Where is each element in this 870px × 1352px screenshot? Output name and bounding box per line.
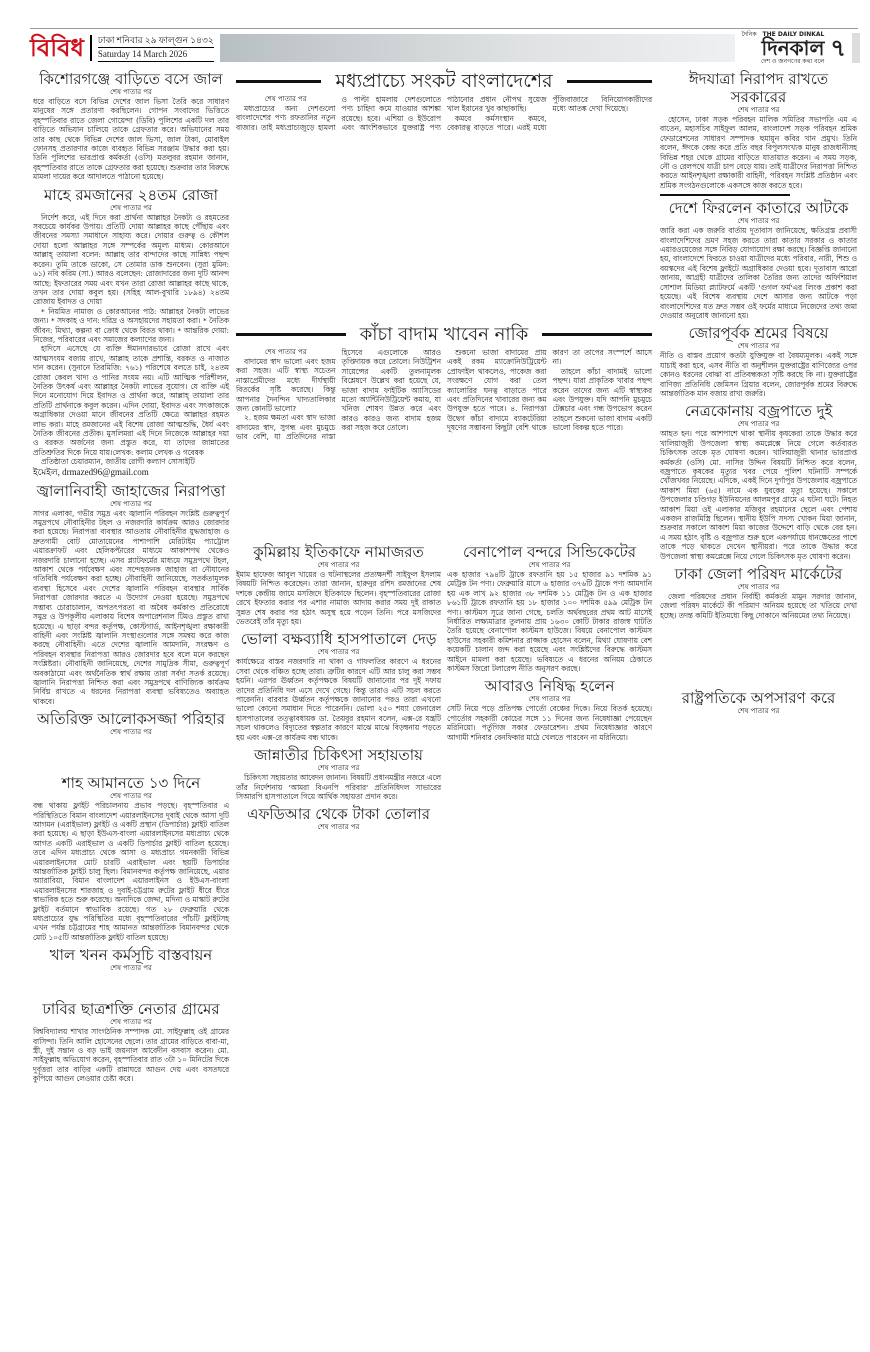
continued-label: শেষ পাতার পর — [737, 707, 780, 716]
article-body: মধ্যপ্রাচ্যের অন্য দেশগুলো বাংলাদেশের পণ্য রফতানির নতুন বাজার। তাই মধ্যপ্রাচ্যজুড়ে হামলা ও পাল্টা হামলায় দেশগুলোতে পণ্য চাহিদা কমে যাওয়ার আশঙ্কা রয়েছে। হবে। এশিয়া ও ইউরোপ এবং আংশিকভাবে যুক্তরাষ্ট্র পণ্য পাঠানোর প্রধান নৌপথ সুয়েজ খাল ইরানের খুব কাছাকাছি। — [236, 95, 547, 133]
article-kishoreganj — [33, 70, 229, 182]
article-shah-amanat — [33, 774, 229, 942]
headline: খাল খনন কর্মসূচি বাস্তবায়ন — [49, 946, 213, 965]
article-eid — [660, 70, 857, 190]
logo-name: দিনকাল — [761, 36, 825, 60]
article-dhaka-market — [660, 565, 857, 685]
continued-label: শেষ পাতার পর — [528, 561, 571, 569]
headline: জ্বালানিবাহী জাহাজের নিরাপত্তা — [36, 481, 226, 500]
headline: অতিরিক্ত আলোকসজ্জা পরিহার — [37, 710, 225, 729]
continued-label: শেষ পাতার পর — [737, 420, 780, 429]
headline-row — [236, 324, 652, 345]
headline: নেত্রকোনায় বজ্রপাতে দুই — [684, 402, 833, 421]
continued-label: শেষ পাতার পর — [110, 964, 152, 973]
headline-row — [236, 70, 652, 92]
continued-label: শেষ পাতার পর — [737, 106, 780, 114]
page-edge — [852, 33, 860, 63]
article-columns — [236, 95, 652, 133]
article-body: ২. হজম ক্ষমতা এবং স্বাদ ভাজা বাদামের স্বাদ, সুগন্ধ এবং মুচমুচে ভাব বেশি, যা প্রতিদিনের নাস্তা হিসেবে এগুলোকে আরও তৃপ্তিদায়ক করে তোলে। নিউট্রিশন সায়েন্সের একটি তুলনামূলক বিশ্লেষণে উল্লেখ করা হয়েছে যে, ভাজা বাদাম ফাইটিক অ্যাসিডের মতো অ্যান্টিনিউট্রিয়েন্ট কমায়, যা খনিজ শোষণ উন্নত করে এবং কারও কারও জন্য বাদাম হজম করা সহজ করে তোলে। — [236, 348, 441, 442]
headline: শাহ আমানতে ১৩ দিনে — [61, 774, 201, 793]
headline: জান্নাতীর চিকিৎসা সহায়তায় — [254, 746, 423, 765]
article-alok — [33, 710, 229, 770]
page-number: ৭ — [830, 34, 846, 62]
article-jannati — [236, 746, 441, 801]
section-logo: বিবিধ — [30, 34, 84, 62]
headline: রাষ্ট্রপতিকে অপসারণ করে — [681, 689, 836, 708]
author-email: ইমেইল, drmazed96@gmail.com — [33, 466, 149, 477]
article-body: আহত হন। পরে আশপাশে থাকা স্থানীয় কৃষকেরা তাকে উদ্ধার করে খালিয়াজুরী উপজেলা স্বাস্থ্য কমপ্লেক্সে নিয়ে গেলে কর্তব্যরত চিকিৎসক তাকে মৃত ঘোষণা করেন। খালিয়াজুরী থানার ভারপ্রাপ্ত কর্মকর্তা (ওসি) মো. নাসির উদ্দিন বিষয়টি নিশ্চিত করে বলেন, বজ্রপাতে কৃষকের মৃত্যুর খবর পেয়ে পুলিশ ঘটনাটি সম্পর্কে খোঁজখবর নিয়েছে। এদিকে, একই দিনে দুর্গাপুর উপজেলায় বজ্রপাতে আকাশ মিয়া (৬৫) নামে এক যুবকের মৃত্যু হয়েছে। সকালে উপজেলার চণ্ডিগড় ইউনিয়নের আলমপুর গ্রামে এ ঘটনা ঘটে। নিহত আকাশ মিয়া ওই এলাকার মজিবুর রহমানের ছেলে এবং পেশায় একজন রাজমিস্ত্রি ছিলেন। স্থানীয় ইউপি সদস্য খোকন মিয়া জানান, শুক্রবার সকালে আকাশ মিয়া কাজের উদ্দেশে বাড়ি থেকে বের হন। এ সময় হঠাৎ বৃষ্টি ও বজ্রপাত শুরু হলে একপর্যায়ে ধানক্ষেতের পাশে তাকে পড়ে থাকতে দেখেন স্থানীয়রা। পরে তাকে উদ্ধার করে উপজেলা স্বাস্থ্য কমপ্লেক্সে নিয়ে গেলে চিকিৎসক মৃত ঘোষণা করেন। — [660, 429, 857, 561]
headline: মধ্যপ্রাচ্যে সংকট বাংলাদেশের — [335, 70, 553, 92]
article-columns — [236, 348, 652, 442]
continued-label: শেষ পাতার পর — [317, 648, 360, 657]
article-body: এক হাজার ৭৯৪টি ট্রাকে রফতানি হয় ১৫ হাজার ৯১ দশমিক ৯১ মেট্রিক টন পণ্য। ফেব্রুয়ারি মাসে ৬ হাজার ৩৭৬টি ট্রাকে পণ্য আমদানি হয় এক লাখ ৯২ হাজার ৩৮ দশমিক ১১ মেট্রিক টন ও এক হাজার ৮৬১টি ট্রাকে রফতানি হয় ১৮ হাজার ১০০ দশমিক ৫৯৯ মেট্রিক টন পণ্য। কাস্টমস সূত্রে জানা গেছে, চলতি অর্থবছরের প্রথম আট মাসেই নির্ধারিত লক্ষ্যমাত্রার তুলনায় প্রায় ১৬৩০ কোটি টাকার রাজস্ব ঘাটতি তৈরি হয়েছে বেনাপোল কাস্টমস হাউজে। বিষয়ে বেনাপোল কাস্টমস হাউসের সহকারী কমিশনার রাজ্জাক হোসেন বলেন, মিথ্যা ঘোষণায় বেশ কয়েকটি চালান জব্দ করা হয়েছে এবং সংশ্লিষ্টদের বিরুদ্ধে কাস্টমস আইনে মামলা করা হয়েছে। ভবিষ্যতে এ ধরনের অনিয়ম ঠেকাতে কাস্টমস জিরো টলারেন্স নীতি অনুসরণ করছে। — [447, 570, 652, 674]
continued-label: শেষ পাতার পর — [110, 728, 152, 737]
masthead-rule — [30, 28, 858, 29]
continued-label: শেষ পাতার পর — [110, 88, 152, 96]
continued-label: শেষ পাতার পর — [737, 342, 780, 351]
headline-bar — [542, 333, 652, 336]
headline: এফডিআর থেকে টাকা তোলার — [247, 805, 430, 824]
article-body: ইমাম হাফেজ আবুল খায়ের ও ঘটনাস্থলের প্রত্যক্ষদর্শী সাইফুল ইসলাম বিষয়টি নিশ্চিত করেছেন। তারা জানান, হারুনুর রশিদ রমজানের শেষ দশকে কেন্দ্রীয় জামে মসজিদে ইতিকাফে ছিলেন। বৃহস্পতিবারের রোজা রেখে ইফতার করার পর এশার নামাজ আদায় করার সময় দুই রাকাত সুন্নত শেষ করার পর হঠাৎ অসুস্থ হয়ে পড়েন তিনি। পরে মসজিদের ভেতরেই তাঁর মৃত্যু হয়। — [236, 570, 441, 627]
article-ramzan — [33, 186, 229, 478]
article-body: হাদিসে এসেছে যে ব্যক্তি ঈমানদারভাবে রোজা রাখে এবং আত্মসংযম বজায় রাখে, আল্লাহ তাকে প্রশান্তি, বরকত ও নাজাত দান করেন। (সুনানে তিরমিজি: ৭৬১) পরিশেষে বলতে চাই, ২৪তম রোজা কেবল খাদ্য ও পানির সংযম নয়। এটি আত্মিক পরিশীলন, নৈতিক উৎকর্ষ এবং আল্লাহর নৈকট্য লাভের সুযোগ। যে ব্যক্তি এই দিনে মনোযোগ দিয়ে ইবাদত ও প্রার্থনা করে, আল্লাহ্‌ তায়ালা তার প্রতিটি প্রার্থনাকে কবুল করেন। এদিন দোয়া, ইবাদত এবং সৎকাজকে অগ্রাধিকার দেওয়া মানে জীবনের প্রতিটি ক্ষেত্রে আল্লাহর রহমত লাভ করা। মাহে রমজানের এই বিশেষ রোজা আত্মশুদ্ধি, ধৈর্য এবং নৈতিক জীবনের প্রতীক। মুসলিমরা এই দিনে নিজেকে আল্লাহর দয়া ও বরকত অর্জনের জন্য প্রস্তুত করে, যা তাদের জান্নাতের প্রতিশ্রুতির দিকে নিয়ে যায়।লেখক: কলাম লেখক ও গবেষক — [33, 344, 229, 457]
logo-tagline: দেশ ও জনগণের কথা বলে — [760, 58, 825, 65]
continued-label: শেষ পাতার পর — [264, 348, 307, 356]
article-abaro — [447, 677, 652, 742]
left-column — [33, 70, 229, 1088]
article-body: বাদামের স্বাদ ভালো এবং হজম করা সহজ। এটি স্বাস্থ্য সচেতন নাস্তাপ্রেমীদের মধ্যে দীর্ঘস্থায়ী বিতর্কের সৃষ্টি করেছে। কিন্তু আপনার দৈনন্দিন খাদ্যতালিকার জন্য কোনটি ভালো? — [236, 357, 336, 414]
article-body: সাগর এলাকা, গভীর সমুদ্র এবং জ্বালানি পরিবহন সংশ্লিষ্ট গুরুত্বপূর্ণ সমুদ্রপথে নৌবাহিনীর টহল ও নজরদারি কার্যক্রম আরও জোরদার করা হয়েছে। নিরাপত্তা ব্যবস্থার আওতায় নৌবাহিনীর যুদ্ধজাহাজ ও দ্রুতগামী বোট মোতায়েনের পাশাপাশি মেরিটাইম প্যাট্রোল এয়ারক্রাফট এবং হেলিকপ্টারের মাধ্যমে আকাশপথ থেকেও নজরদারি চালানো হচ্ছে। এসব প্ল্যাটফর্মের মাধ্যমে সমুদ্রপথে টহল, আকাশ থেকে পর্যবেক্ষণ এবং সন্দেহজনক জাহাজ বা নৌযানের গতিবিধি পর্যবেক্ষণ করা হচ্ছে। নৌবাহিনী জানিয়েছে, সতর্কতামূলক ব্যবস্থা হিসেবে এবং দেশের জ্বালানি পরিবহন ব্যবস্থার সার্বিক নিরাপত্তা জোরদার করতে এ উদ্যোগ নেওয়া হয়েছে। সমুদ্রপথে সম্ভাব্য চোরাচালান, অপতৎপরতা বা অবৈধ কর্মকাণ্ড প্রতিরোধে সমুদ্র ও উপকূলীয় এলাকায় বিশেষ অপারেশনাল টিমও প্রস্তুত রাখা হয়েছে। এ ছাড়া বন্দর কর্তৃপক্ষ, কোস্টগার্ড, আইনশৃঙ্খলা রক্ষাকারী বাহিনী এবং সংশ্লিষ্ট জ্বালানি সংস্থাগুলোর সঙ্গে সমন্বয় করে কাজ করছে নৌবাহিনী। এতে দেশের জ্বালানি আমদানি, সংরক্ষণ ও পরিবহন ব্যবস্থার নিরাপত্তা আরও জোরদার হবে বলে মনে করছেন সংশ্লিষ্টরা। নৌবাহিনী জানিয়েছে, দেশের সামুদ্রিক সীমা, গুরুত্বপূর্ণ অবকাঠামো এবং অর্থনৈতিক স্বার্থ রক্ষায় তারা সর্বদা সতর্ক রয়েছে। জ্বালানি নিরাপত্তা নিশ্চিত করা এবং সমুদ্রপথে বাণিজ্যিক কার্যক্রম নির্বিঘ্ন রাখতে এ ধরনের নিরাপত্তা ব্যবস্থা ভবিষ্যতেও অব্যাহত থাকবে। — [33, 508, 229, 706]
article-forced-labour — [660, 324, 857, 398]
article-body: কার্যক্ষেত্রে বাস্তব নজরদারি না থাকা ও গাফলতির কারণে এ ধরনের সেবা থেকে বঞ্চিত হচ্ছে তারা। ত্রুটির কারণে এটি আর চালু করা সম্ভব হয়নি। এরপর ঊর্ধ্বতন কর্তৃপক্ষকে বিষয়টি জানানোর পর দুই দফায় তাদের প্রতিনিধি দল এসে দেখে গেছে। কিন্তু তারাও এটি সচল করতে পারেননি। বারবার ঊর্ধ্বতন কর্তৃপক্ষকে জানানোর পরও তারা এখনো ভালো কোনো সমাধান দিতে পারেননি। ভোলা ২৫০ শয্যা জেনারেল হাসপাতালের তত্ত্বাবধায়ক ডা. তৈয়বুর রহমান বলেন, এক্স-রে যন্ত্রটি সচল থাকলেও বিদ্যুতের স্বল্পতার কারণে মাঝে মাঝে বিড়ম্বনায় পড়তে হয় এবং এক্স-রে কার্যক্রম বন্ধ থাকে। — [236, 657, 441, 742]
date-bengali: ঢাকা শনিবার ২৯ ফাল্গুন ১৪৩২ — [98, 34, 214, 48]
article-body: তাহলে কাঁচা বাদামই ভালো পছন্দ। যারা প্রাকৃতিক খাবার পছন্দ করেন তাদের জন্য এটি স্বাস্থ্যকর এবং উপযুক্ত। যদি আপনি মুচমুচে টেক্সচার এবং গন্ধ উপভোগ করেন তাহলে শুকনো ভাজা বাদাম একটি ভালো বিকল্প হতে পারে। — [552, 366, 652, 433]
article-body: বন্ধ থাকায় ফ্লাইট পরিচালনায় প্রভাব পড়ছে। বৃহস্পতিবার এ পরিস্থিতিতে বিমান বাংলাদেশ এয়ারলাইনসের দুবাই থেকে আসা দুটি আগমন (এরাইভাল) ফ্লাইট ও একটি প্রস্থান (ডিপার্চার) ফ্লাইট বাতিল করা হয়েছে। এ ছাড়া ইউএস-বাংলা এয়ারলাইনসের মধ্যপ্রাচ্য থেকে আগত একটি এরাইভাল ও একটি ডিপার্চার ফ্লাইট বাতিল হয়েছে। তবে এদিন মধ্যপ্রাচ্য থেকে আসা ও মধ্যপ্রাচ্য গমনকারী বিভিন্ন এয়ারলাইনসের মোট চারটি এরাইভাল এবং ছয়টি ডিপার্চার আন্তর্জাতিক ফ্লাইট চালু ছিল। বিমানবন্দর কর্তৃপক্ষ জানিয়েছে, এয়ার অ্যারাবিয়া, বিমান বাংলাদেশ এয়ারলাইনস ও ইউএস-বাংলা এয়ারলাইনসের শারজাহ ও দুবাই-চট্টগ্রাম রুটের ফ্লাইট ধীরে ধীরে স্বাভাবিক হতে শুরু করেছে। অন্যদিকে জেদ্দা, মদিনা ও মাস্কাট রুটের ফ্লাইট বর্তমানে স্বাভাবিক রয়েছে। গত ২৮ ফেব্রুয়ারি থেকে মধ্যপ্রাচ্যের যুদ্ধ পরিস্থিতির মধ্যে বৃহস্পতিবারের পাঁচটি ফ্লাইটসহ এখন পর্যন্ত চট্টগ্রামের শাহ আমানত আন্তর্জাতিক বিমানবন্দর থেকে মোট ১০৫টি আন্তর্জাতিক ফ্লাইট বাতিল হয়েছে। — [33, 801, 229, 942]
section-rule — [660, 194, 790, 196]
article-body: ধরে বাড়িতে বসে বিভিন্ন দেশের জাল ভিসা তৈরি করে সাধারণ মানুষের সঙ্গে প্রতারণা করছিলেন। গোপন সংবাদের ভিত্তিতে বৃহস্পতিবার রাতে জেলা গোয়েন্দা (ডিবি) পুলিশের একটি দল তার বাড়িতে অভিযান চালিয়ে তাকে গ্রেফতার করে। অভিযানের সময় তার কাছ থেকে বিভিন্ন দেশের জাল ভিসা, জাল টাকা, মোবাইল ফোনসহ প্রতারণার কাজে ব্যবহৃত বিভিন্ন সরঞ্জাম উদ্ধার করা হয়। তিনি পুলিশের ভারপ্রাপ্ত কর্মকর্তা (ওসি) মতলুবর রহমান জানান, বৃহস্পতিবার রাতে তাকে গ্রেফতার করা হয়েছে। শুক্রবার তার বিরুদ্ধে মামলা দায়ের করে আদালতে পাঠানো হয়েছে। — [33, 97, 229, 182]
middle-lower-left — [236, 543, 441, 836]
headline-bar — [236, 333, 346, 336]
article-badam — [236, 324, 652, 539]
headline: আবারও নিষিদ্ধ হলেন — [484, 677, 615, 696]
middle-column — [236, 70, 652, 836]
headline: ঈদযাত্রা নিরাপদ রাখতে সরকারের — [688, 70, 829, 106]
date-english: Saturday 14 March 2026 — [98, 48, 214, 62]
headline: বেনাপোল বন্দরে সিন্ডিকেটের — [462, 543, 637, 561]
headline-bar — [236, 80, 321, 83]
article-cumilla — [236, 543, 441, 626]
headline: ঢাবির ছাত্রশক্তি নেতার গ্রামের — [42, 1000, 220, 1019]
masthead — [30, 31, 860, 65]
continued-label: শেষ পাতার পর — [110, 203, 152, 212]
middle-lower-right — [447, 543, 652, 836]
date-box — [98, 34, 214, 62]
headline: দেশে ফিরলেন কাতারে আটকে — [668, 199, 849, 218]
continued-label: শেষ পাতার পর — [317, 561, 360, 569]
article-body: * নিয়মিত নামাজ ও কোরআনের পাঠ: আল্লাহর নৈকট্য লাভের জন্য। * সদকাহ ও দান: দরিদ্র ও অসহায়দের সহায়তা করা। * নৈতিক জীবন: মিথ্যা, কল্পনা বা ক্রোধ থেকে বিরত থাকা। * আন্তরিক দোয়া: নিজের, পরিবারের এবং সমাজের কল্যাণের জন্য। — [33, 306, 229, 344]
logo-small: দৈনিক — [741, 31, 757, 38]
continued-label: শেষ পাতার পর — [264, 95, 307, 103]
continued-label: শেষ পাতার পর — [528, 695, 571, 704]
article-body: হোসেন, ঢাকা সড়ক পরিবহন মালিক সমিতির সভাপতি এম এ বাতেন, মহাসচিব সাইফুল আলম, বাংলাদেশ সড়ক পরিবহন শ্রমিক ফেডারেশনের সাধারণ সম্পাদক হুমায়ূন কবির খান প্রমুখ। তিনি বলেন, ঈদকে কেন্দ্র করে প্রতি বছর বিপুলসংখ্যক মানুষ রাজধানীসহ বিভিন্ন শহর থেকে গ্রামের বাড়িতে যাতায়াত করেন। এ সময় সড়ক, নৌ ও রেলপথে যাত্রী চাপ বেড়ে যায়। তাই যাত্রীদের নিরাপত্তা নিশ্চিত করতে আইনশৃঙ্খলা রক্ষাকারী বাহিনী, পরিবহন সংশ্লিষ্ট প্রতিষ্ঠান এবং শ্রমিক সংগঠনগুলোকে একসঙ্গে কাজ করতে হবে। — [660, 115, 857, 190]
article-middle-east — [236, 70, 652, 320]
continued-label: শেষ পাতার পর — [737, 217, 780, 226]
article-netrokona — [660, 402, 857, 561]
continued-label: শেষ পাতার পর — [737, 583, 780, 592]
article-body: জারি করা এক জরুরি বার্তায় দূতাবাস জানিয়েছে, ক্ষতিগ্রস্ত প্রবাসী বাংলাদেশিদের ভ্রমণ সহজ করতে তারা কাতার সরকার ও কাতার এয়ারওয়েজের সঙ্গে নিবিড় যোগাযোগ রক্ষা করছে। বিজ্ঞপ্তি জানানো হয়, বাংলাদেশে ফিরতে চাওয়া যাত্রীদের মধ্যে পরিবার, নারী, শিশু ও বয়স্কদের এই বিশেষ ফ্লাইটে অগ্রাধিকার দেওয়া হবে। দূতাবাস আরো জানায়, আগ্রহী যাত্রীদের তালিকা তৈরির জন্য তাদের অফিশিয়াল সোশাল মিডিয়া প্ল্যাটফর্মে একটি 'গুগল ফর্ম'এর লিংক প্রকাশ করা হয়েছে। এই বিশেষ ব্যবস্থায় দেশে আসার জন্য আটকে পড়া বাংলাদেশিদের যত দ্রুত সম্ভব ওই ফর্মের মাধ্যমে নিজেদের তথ্য জমা দেওয়ার অনুরোধ জানানো হয়। — [660, 226, 857, 320]
article-benapole — [447, 543, 652, 673]
article-body: নীতি ও বাস্তব প্রয়োগ কতটা যুক্তিযুক্ত বা বৈষম্যমূলক। একই সঙ্গে যাচাই করা হবে, এসব নীতি বা অনুশীলন যুক্তরাষ্ট্রের বাণিজ্যের ওপর কোনও ধরনের বোঝা বা প্রতিবন্ধকতা সৃষ্টি করছে কি না। যুক্তরাষ্ট্রের বাণিজ্য প্রতিনিধি জেমিসন গ্রিয়ার বলেন, জোরপূর্বক শ্রমের বিরুদ্ধে আন্তর্জাতিক মান বজায় রাখা জরুরি। — [660, 351, 857, 398]
masthead-divider — [90, 35, 92, 61]
article-bhola — [236, 630, 441, 742]
headline: মাহে রমজানের ২৪তম রোজা — [44, 185, 218, 204]
article-president — [660, 689, 857, 716]
headline: কিশোরগঞ্জে বাড়িতে বসে জাল — [39, 70, 223, 88]
continued-label: শেষ পাতার পর — [317, 823, 360, 832]
author-role: প্রতিষ্ঠাতা চেয়ারম্যান, জাতীয় রোগী কল্যাণ সোসাইটি — [41, 457, 195, 467]
continued-label: শেষ পাতার পর — [110, 792, 152, 801]
article-body: জেলা পরিষদের প্রধান নির্বাহী কর্মকর্তা মামুন সরদার জানান, জেলা পরিষদ মার্কেটে কী পরিমাণ অনিয়ম হয়েছে তা খতিয়ে দেখা হচ্ছে। তদন্ত কমিটি ইতিমধ্যে কিছু দোকানে অনিয়মের তথ্য নিয়েছে। — [660, 592, 857, 620]
headline: কাঁচা বাদাম খাবেন নাকি — [359, 324, 529, 345]
right-column — [660, 70, 857, 720]
continued-label: শেষ পাতার পর — [110, 1018, 152, 1027]
newspaper-logo — [741, 31, 824, 65]
headline: জোরপূর্বক শ্রমের বিষয়ে — [688, 324, 829, 343]
article-fdr — [236, 805, 441, 832]
article-body: নির্দেশ করে, এই দিনে করা প্রার্থনা আল্লাহর নৈকট্য ও রহমতের সবচেয়ে কার্যকর উপায়। প্রতিটি দোয়া আল্লাহর কাছে পৌঁছায় এবং জীবনের সমস্যা সমাধানে সাহায্য করে। দোয়ার গুরুত্ব ও কৌশল দোয়া হলো আল্লাহর সঙ্গে সম্পর্কের অমূল্য মাধ্যম। কোরআনে আল্লাহ্‌ তায়ালা বলেন: আল্লাহ তার বান্দাদের কাছে সান্নিধ্য পছন্দ করেন। তুমি তাকে ডাকো, সে তোমার ডাক শুনবেন। (সুরা মুমিন: ৬১) নবি করিম (সা.) আরও বলেছেন: রোজাদারের জন্য দুটি আনন্দ আছে: ইফতারের সময় এবং যখন তারা রোজা আল্লাহর কাছে থাকে, তখন তার দোয়া কবুল হয়। (সহিহ আল-বুখারি ১৮৯৪) ২৪তম রোজায় ইবাদত ও দোয়া — [33, 212, 229, 307]
headline: ভোলা বক্ষব্যাধি হাসপাতালে দেড় — [240, 630, 437, 649]
continued-label: শেষ পাতার পর — [317, 764, 360, 773]
article-body: সেটি নিয়ে পড়ে প্রতিপক্ষ পোর্তো বেঞ্চের দিকে। নিয়ে বিতর্ক হয়েছে। পোর্তোর সহকারী কোচের সঙ্গে ১১ দিনের জন্য নিষেধাজ্ঞা পেয়েছেন মরিনিয়ো। পর্তুগিজ সকার ফেডারেশন। প্রথম নিষেধাজ্ঞার কারণে আগামী শনিবার বেনফিকার মাঠে খেলতে পারবেন না মরিনিয়ো। — [447, 704, 652, 742]
article-dhabi — [33, 1000, 229, 1083]
middle-lower-columns — [236, 543, 652, 836]
article-body: শুকনো ভাজা বাদামের প্রায় একই রকম ম্যাক্রোনিউট্রিয়েন্ট প্রোফাইল থাকলেও, পাকেজ করা সংরক্ষণে যোগ করা তেল ক্যালোরির ঘনত্ব বাড়াতে পারে এবং প্রতিদিনের খাবারের জন্য কম উপযুক্ত হতে পারে। ৪. নিরাপত্তা উদ্বেগ কাঁচা বাদামে ব্যাকটেরিয়া দূষণের সম্ভাবনা কিছুটা বেশি থাকে কারণ তা তাপের সংস্পর্শে আসে না। — [447, 348, 652, 433]
logo-english: THE DAILY DINKAL — [762, 31, 825, 38]
masthead-band — [220, 34, 736, 62]
article-body: কমবে কর্মসংস্থান কমবে, বেকারত্ব বাড়তে পারে। এরই মধ্যে পুঁজিবাজারে বিনিয়োগকারীদের মধ্যে আতঙ্ক দেখা দিয়েছে। — [447, 95, 652, 133]
article-body: চিকিৎসা সহায়তার আবেদন জানান। বিষয়টি প্রধানমন্ত্রীর নজরে এলে তাঁর নির্দেশনায় 'আমরা বিএনপি পরিবার' প্রতিনিধিদল সাভারের সিআরপি হাসপাতালে গিয়ে আর্থিক সহায়তা প্রদান করে। — [236, 773, 441, 801]
headline-bar — [567, 80, 652, 83]
headline: কুমিল্লায় ইতিকাফে নামাজরত — [253, 543, 424, 561]
article-qatar — [660, 199, 857, 320]
article-khal — [33, 946, 229, 996]
headline: ঢাকা জেলা পরিষদ মার্কেটের — [674, 565, 843, 584]
continued-label: শেষ পাতার পর — [110, 499, 152, 508]
article-body: বিশ্ববিদ্যালয় শাখার সাংগঠনিক সম্পাদক মো. সাইফুল্লাহ ওই গ্রামের বাসিন্দা। তিনি আলি হোসেনের ছেলে। তার গ্রামের বাড়িতে বাবা-মা, স্ত্রী, দুই সন্তান ও বড় ভাই জয়নাল আবেদীন বসবাস করেন। মো. সাইফুল্লাহ অভিযোগ করেন, বৃহস্পতিবার রাত ৩টা ১০ মিনিটের দিকে দুর্বৃত্তরা তার বাড়ির একটি রান্নাঘরে আগুন দেয় এবং বসতঘরে কুপিয়ে আগুন লেওয়ার চেষ্টা করে। — [33, 1027, 229, 1084]
article-jalani — [33, 482, 229, 707]
